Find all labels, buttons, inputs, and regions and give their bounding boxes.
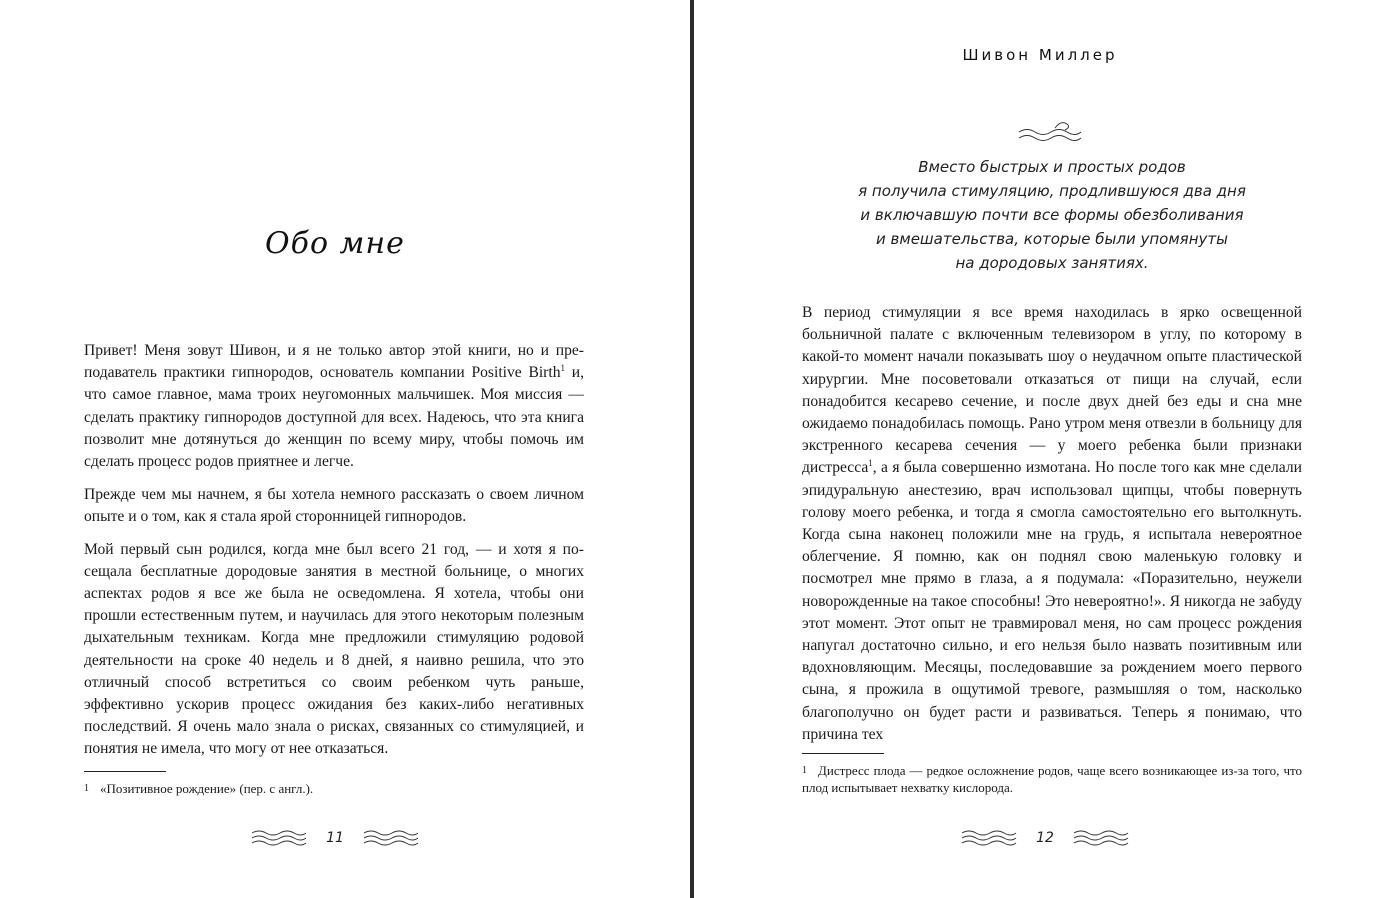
paragraph-1 <box>84 340 584 473</box>
paragraph-2: Прежде чем мы начнем, я бы хотела немного рассказать о своем личном опыте и о том, как я стала ярой сторонницей гипнородов. <box>84 485 584 525</box>
quote-line: Вместо быстрых и простых родов <box>918 158 1186 176</box>
quote-line: я получила стимуляцию, продлившуюся два дня <box>858 182 1246 200</box>
footnote-number: 1 <box>802 765 807 776</box>
footnote-ref: 1 <box>560 363 565 374</box>
footnote <box>802 762 1302 796</box>
page-folio <box>235 826 435 850</box>
footnote-text: Дистресс плода — редкое осложнение родов, чаще всего возникающее из-за того, что плод испытывает нехватку кислорода. <box>802 763 1302 795</box>
footnote-rule <box>84 771 166 772</box>
footnote-rule <box>802 753 884 754</box>
book-spine <box>690 0 694 898</box>
left-body-text <box>84 340 584 771</box>
paragraph-1-text: Привет! Меня зовут Шивон, и я не только автор этой книги, но и преподаватель практики гипнородов, основатель компании Positive Birth <box>84 342 584 382</box>
running-head: Шивон Миллер <box>962 46 1118 64</box>
wave-lines-icon <box>960 828 1018 848</box>
footnote-ref: 1 <box>868 458 873 469</box>
paragraph-3: Мой первый сын родился, когда мне был всего 21 год, — и хотя я посещала бесплатные дородовые занятия в местной больнице, о многих аспектах родов я все же была не осведомлена. Я хотела, чтобы они прошли естественным путем, и научилась для этого некоторым полезным дыхательным техникам. Когда мне предложили стимуляцию родовой деятельности на сроке 40 недель и 8 дней, я наивно решила, что это отличный способ встретиться со своим ребенком чуть раньше, эффективно ускорив процесс ожидания без каких-либо негативных последствий. Я очень мало знала о рисках, связанных со стимуляцией, и понятия не имела, что могу от нее отказаться. <box>84 540 584 758</box>
footnote-number: 1 <box>84 783 89 794</box>
pull-quote <box>802 155 1302 275</box>
wave-lines-icon <box>362 828 420 848</box>
quote-line: и вмешательства, которые были упомянуты <box>876 230 1228 248</box>
wave-lines-icon <box>250 828 308 848</box>
footnote-text: «Позитивное рождение» (пер. с англ.). <box>100 781 314 796</box>
wave-swirl-icon <box>1015 118 1085 144</box>
page-folio <box>945 826 1145 850</box>
wave-lines-icon <box>1072 828 1130 848</box>
right-paragraph <box>802 302 1302 746</box>
left-page <box>0 0 690 898</box>
page-number: 11 <box>326 830 344 846</box>
paragraph-1-tail: и, что самое главное, мама троих неугомонных мальчишек. Моя миссия — сделать практику гипнородов доступной для всех. Надеюсь, что эта книга позволит мне дотянуться до женщин по всему миру, чтобы помочь им сделать процесс родов приятнее и легче. <box>84 364 584 471</box>
right-paragraph-part1: В период стимуляции я все время находилась в ярко освещенной больничной палате с включенным телевизором в углу, по которому в какой-то момент начали показывать шоу о неудачном опыте пластической хирургии. Мне посоветовали отказаться от пищи на случай, если понадобится кесарево сечение, и после двух дней без еды и сна мне ожидаемо понадобилась помощь. Рано утром меня отвезли в больницу для экстренного кесарева сечения — у моего ребенка были признаки дистресса <box>802 304 1302 477</box>
quote-line: на дородовых занятиях. <box>955 254 1149 272</box>
right-page <box>695 0 1385 898</box>
right-body-text <box>802 302 1302 746</box>
page-number: 12 <box>1036 830 1054 846</box>
footnote <box>84 780 584 797</box>
quote-line: и включавшую почти все формы обезболивания <box>860 206 1244 224</box>
chapter-title: Обо мне <box>265 226 405 261</box>
right-paragraph-part2: , а я была совершенно измотана. Но после того как мне сделали эпидуральную анестезию, врач использовал щипцы, чтобы повернуть голову моего ребенка, и тогда я смогла самостоятельно его вытолкнуть. Когда сына наконец положили мне на грудь, я испытала невероятное облегчение. Я помню, как он поднял свою маленькую головку и посмотрел мне прямо в глаза, а я подумала: «Поразительно, неужели новорожденные на такое способны! Это невероятно!». Я никогда не забуду этот момент. Этот опыт не травмировал меня, но сам процесс рождения напугал достаточно сильно, и его нельзя было назвать позитивным или вдохновляющим. Месяцы, последовавшие за рождением моего первого сына, я прожила в ощутимой тревоге, размышляя о том, насколько благополучно он будет расти и развиваться. Теперь я понимаю, что причина тех <box>802 459 1302 743</box>
